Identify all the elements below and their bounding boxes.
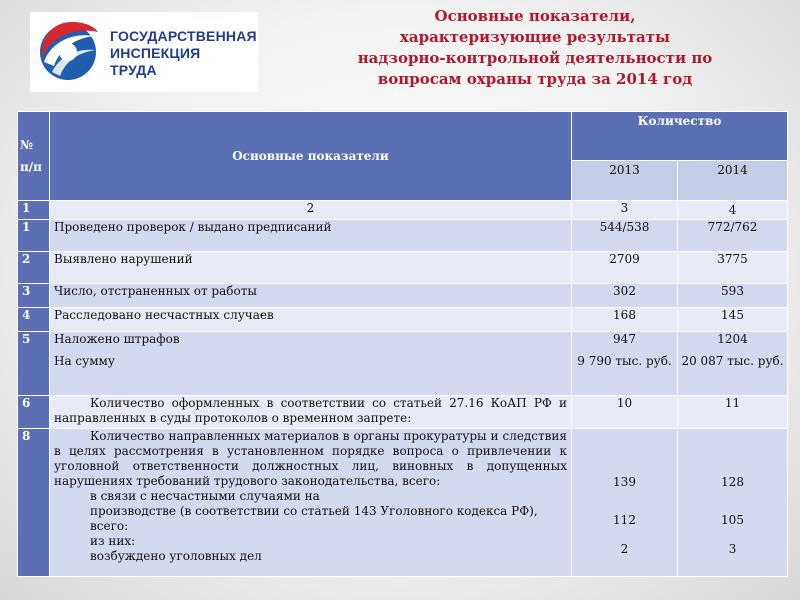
column-number-2: 2 [50,201,572,220]
row-label-sub-3: всего: [90,519,129,533]
row-value-2013-fines: 947 [613,332,636,346]
row-label-sub-5: возбуждено уголовных дел [90,549,262,563]
header-quantity-cell: Количество [572,112,788,161]
table-row [18,332,788,396]
row-label-sub-2: производстве (в соответствии со статьей 143 Уголовного кодекса РФ), [90,504,538,518]
table-row [18,220,788,252]
column-number-3: 3 [572,201,678,220]
title-line-3: надзорно-контрольной деятельности по [357,49,713,67]
row-value-2013 [572,429,678,577]
row-value-2014-amount: 20 087 тыс. руб. [681,354,784,368]
row-value-2014: 593 [678,284,788,308]
row-number: 8 [18,429,50,577]
header-year-2014: 2014 [678,161,788,201]
row-value-2014: 11 [678,396,788,429]
table-row [18,284,788,308]
row-value-2013: 10 [572,396,678,429]
row-label [50,332,572,396]
column-number-4: 4 [678,201,788,220]
row-label: Выявлено нарушений [50,252,572,284]
header-number-line-1: № [20,138,34,152]
table-row [18,308,788,332]
row-value-2014: 772/762 [678,220,788,252]
row-value-2014-cases: 3 [728,542,737,556]
header-number-cell [18,112,50,201]
row-number: 4 [18,308,50,332]
row-label-intro-text: Количество направленных материалов в органы прокуратуры и следствия в целях рассмотрения в установленном порядке вопроса о привлечении к уголовной ответственности должностных лиц, виновных в допущенных нарушениях требований трудового законодательства, всего: [54,429,567,488]
row-number: 6 [18,396,50,429]
logo [30,12,258,92]
page-title [350,6,720,90]
indicators-table [17,111,788,577]
table-row-column-numbers [18,201,788,220]
row-value-2013 [572,332,678,396]
table-row [18,252,788,284]
row-label-sub-4: из них: [90,534,136,548]
row-label: Число, отстраненных от работы [50,284,572,308]
row-value-2013-accidents: 112 [613,513,636,527]
logo-line-2: ИНСПЕКЦИЯ [110,45,201,61]
row-label [50,429,572,577]
title-line-2: характеризующие результаты [399,28,671,46]
header-number-line-2: п/п [20,160,42,174]
table-header-row [18,112,788,161]
title-line-4: вопросам охраны труда за 2014 год [377,70,693,88]
row-value-2014 [678,429,788,577]
row-number: 1 [18,220,50,252]
row-label-intro [54,429,567,489]
row-value-2014-accidents: 105 [721,513,744,527]
row-label-sub-1: в связи с несчастными случаями на [90,489,320,503]
labor-inspection-emblem-icon [36,22,106,82]
row-label-text: Количество оформленных в соответствии со статьей 27.16 КоАП РФ и направленных в суды протоколов о временном запрете: [54,396,567,425]
row-value-2013-cases: 2 [620,542,629,556]
row-value-2013: 302 [572,284,678,308]
column-number-1: 1 [18,201,50,220]
logo-line-3: ТРУДА [110,62,157,78]
row-value-2014: 3775 [678,252,788,284]
row-number: 2 [18,252,50,284]
row-value-2013-total: 139 [613,475,636,489]
table-row [18,429,788,577]
row-value-2014 [678,332,788,396]
row-value-2013: 544/538 [572,220,678,252]
row-number: 5 [18,332,50,396]
header-year-2013: 2013 [572,161,678,201]
row-value-2014: 145 [678,308,788,332]
row-label-fines: Наложено штрафов [54,332,180,346]
row-label: Проведено проверок / выдано предписаний [50,220,572,252]
row-value-2014-total: 128 [721,475,744,489]
row-label: Расследовано несчастных случаев [50,308,572,332]
row-value-2014-fines: 1204 [717,332,748,346]
header-indicators-cell: Основные показатели [50,112,572,201]
row-label [50,396,572,429]
title-line-1: Основные показатели, [434,7,636,25]
row-value-2013: 2709 [572,252,678,284]
logo-line-1: ГОСУДАРСТВЕННАЯ [110,28,257,44]
row-number: 3 [18,284,50,308]
logo-text [110,28,257,79]
row-label-amount: На сумму [54,354,115,368]
row-value-2013: 168 [572,308,678,332]
table-row [18,396,788,429]
row-value-2013-amount: 9 790 тыс. руб. [577,354,672,368]
